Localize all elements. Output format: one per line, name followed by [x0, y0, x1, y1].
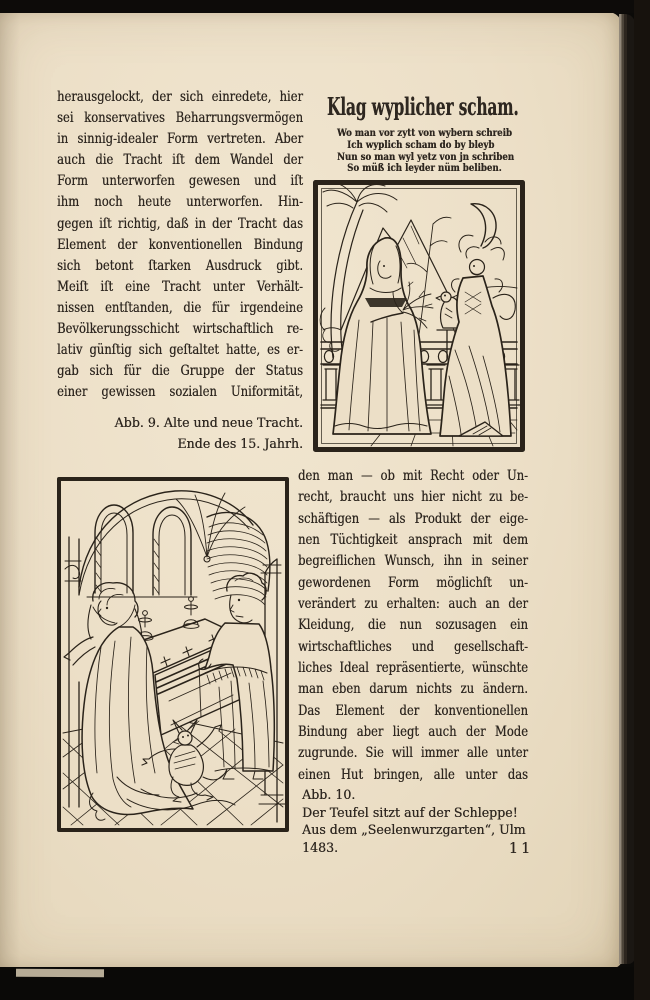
text-line: gewordenen Form möglichſt un-	[298, 574, 528, 591]
underlying-page-corner	[16, 969, 104, 978]
blackletter-heading: Klag wyplicher scham.	[327, 92, 519, 121]
woodcut-figure-9	[313, 180, 525, 452]
caption-line: Der Teufel sitzt auf der Schleppe!	[302, 804, 518, 820]
text-line: begreiflichen Wunsch, ihn in seiner	[298, 553, 528, 570]
text-line: Form unterworfen gewesen und iſt	[57, 173, 304, 190]
scan-border-right	[634, 0, 650, 1000]
text-line: schäftigen — als Produkt der eige-	[298, 510, 528, 527]
text-line: sei konservatives Beharrungsvermögen	[57, 110, 304, 127]
verse-line: So müß ich leyder nüm beliben.	[347, 162, 502, 175]
text-line: sich betont ſtarken Ausdruck gibt.	[57, 257, 304, 274]
text-line: wirtschaftliches und gesellschaft-	[298, 638, 528, 655]
text-line: nen Tüchtigkeit ansprach mit dem	[298, 532, 528, 549]
text-line: in sinnig-idealer Form vertreten. Aber	[57, 131, 304, 148]
text-line: Kleidung, die nun sozusagen ein	[298, 617, 528, 634]
text-line: ihm noch heute unterworfen. Hin-	[57, 194, 304, 211]
book-page-edges	[619, 14, 635, 964]
blackletter-verse	[337, 128, 514, 175]
text-line: Meiſt iſt eine Tracht unter Verhält-	[57, 278, 304, 295]
text-line: man eben darum nichts zu ändern.	[298, 681, 528, 698]
figure9-caption	[57, 413, 303, 454]
text-line: einen Hut bringen, alle unter das	[298, 766, 528, 783]
text-line: gegen iſt richtig, daß in der Tracht das	[57, 215, 304, 232]
text-line: Bindung aber liegt auch der Mode	[298, 724, 528, 741]
text-line: einer gewissen sozialen Uniformität,	[57, 384, 304, 401]
text-line: auch die Tracht iſt dem Wandel der	[57, 152, 304, 169]
gutter-shadow	[0, 12, 20, 968]
verse-line: Nun so man wyl yetz von jn schriben	[337, 150, 515, 163]
verse-line: Ich wyplich scham do by bleyb	[347, 138, 495, 151]
text-line: Element der konventionellen Bindung	[57, 236, 304, 253]
text-line: nissen entſtanden, die für irgendeine	[57, 299, 304, 316]
text-line: liches Ideal repräsentierte, wünschte	[298, 660, 528, 677]
caption-line: Aus dem „Seelenwurzgarten“, Ulm 1483.	[302, 822, 526, 855]
text-line: gab sich für die Gruppe der Status	[57, 363, 304, 380]
text-line: den man — ob mit Recht oder Un-	[298, 468, 528, 484]
verse-line: Wo man vor zytt von wybern schreib	[337, 127, 512, 139]
caption-line: Abb. 10.	[302, 787, 356, 802]
text-line: Bevölkerungsschicht wirtschaftlich re-	[57, 321, 304, 338]
caption-line: Abb. 9. Alte und neue Tracht.	[114, 415, 303, 430]
text-line: verändert zu erhalten: auch an der	[298, 596, 528, 613]
text-line: lativ günſtig sich geſtaltet hatte, es er-	[57, 342, 304, 359]
caption-line: Ende des 15. Jahrh.	[177, 435, 303, 451]
right-text-column	[298, 466, 580, 786]
text-line: Das Element der konventionellen	[298, 702, 528, 719]
woodcut-abb9-illustration	[313, 180, 525, 452]
text-line: recht, braucht uns hier nicht zu be-	[298, 489, 528, 506]
page-number: 11	[508, 841, 534, 857]
text-line: herausgelockt, der sich einredete, hier	[57, 89, 304, 105]
text-line: zugrunde. Sie will immer alle unter	[298, 745, 528, 762]
woodcut-abb10-illustration	[57, 477, 289, 832]
woodcut-figure-10	[57, 477, 289, 832]
scan-border-top	[0, 0, 650, 13]
